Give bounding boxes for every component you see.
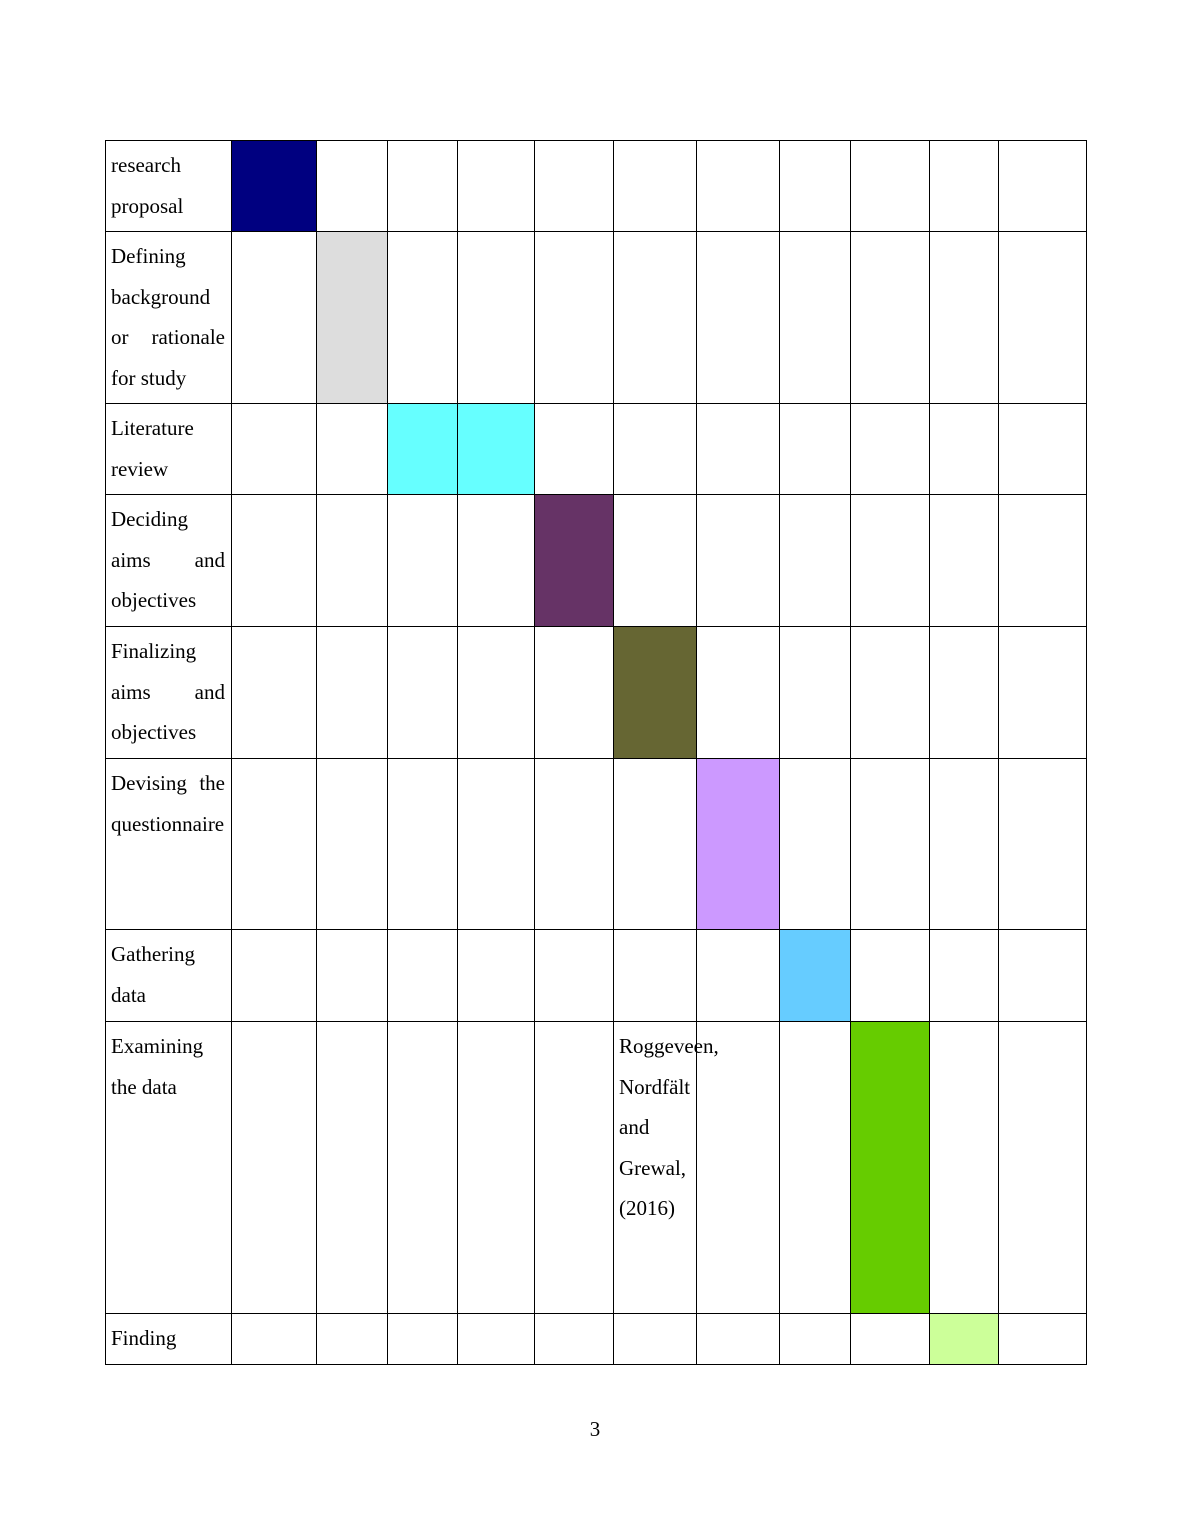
timeline-cell bbox=[697, 930, 780, 1022]
timeline-cell bbox=[999, 404, 1087, 495]
timeline-cell bbox=[999, 141, 1087, 232]
timeline-cell bbox=[697, 1022, 780, 1314]
task-row bbox=[106, 930, 1087, 1022]
timeline-cell bbox=[930, 627, 999, 759]
task-label: Examining the data bbox=[106, 1022, 232, 1314]
schedule-bar bbox=[535, 495, 614, 627]
timeline-cell bbox=[614, 404, 697, 495]
timeline-cell bbox=[930, 404, 999, 495]
schedule-bar bbox=[614, 627, 697, 759]
timeline-cell bbox=[458, 1022, 535, 1314]
timeline-cell bbox=[780, 495, 851, 627]
timeline-cell bbox=[388, 627, 458, 759]
task-row bbox=[106, 1022, 1087, 1314]
timeline-cell bbox=[999, 232, 1087, 404]
task-label: Deciding aims and objectives bbox=[106, 495, 232, 627]
timeline-cell bbox=[930, 141, 999, 232]
timeline-cell bbox=[851, 1314, 930, 1365]
task-row bbox=[106, 627, 1087, 759]
timeline-cell bbox=[780, 141, 851, 232]
timeline-cell bbox=[535, 141, 614, 232]
timeline-cell bbox=[317, 404, 388, 495]
timeline-cell bbox=[458, 930, 535, 1022]
schedule-bar bbox=[458, 404, 535, 495]
timeline-cell bbox=[535, 1314, 614, 1365]
schedule-bar bbox=[232, 141, 317, 232]
task-label: research proposal bbox=[106, 141, 232, 232]
timeline-cell bbox=[851, 404, 930, 495]
timeline-cell bbox=[999, 495, 1087, 627]
timeline-cell bbox=[780, 627, 851, 759]
task-label: Defining background or rationale for study bbox=[106, 232, 232, 404]
citation-note: Roggeveen, Nordfält and Grewal, (2016) bbox=[614, 1022, 697, 1314]
schedule-bar bbox=[388, 404, 458, 495]
timeline-cell bbox=[388, 1022, 458, 1314]
schedule-bar bbox=[697, 759, 780, 930]
task-label: Finalizing aims and objectives bbox=[106, 627, 232, 759]
timeline-cell bbox=[851, 759, 930, 930]
timeline-cell bbox=[697, 141, 780, 232]
timeline-cell bbox=[930, 1022, 999, 1314]
timeline-cell bbox=[232, 1314, 317, 1365]
timeline-cell bbox=[317, 1314, 388, 1365]
timeline-cell bbox=[697, 404, 780, 495]
timeline-cell bbox=[535, 404, 614, 495]
task-row bbox=[106, 495, 1087, 627]
timeline-cell bbox=[697, 627, 780, 759]
timeline-cell bbox=[388, 930, 458, 1022]
timeline-cell bbox=[535, 930, 614, 1022]
timeline-cell bbox=[930, 759, 999, 930]
timeline-cell bbox=[930, 495, 999, 627]
timeline-cell bbox=[780, 404, 851, 495]
timeline-cell bbox=[535, 232, 614, 404]
timeline-cell bbox=[232, 1022, 317, 1314]
task-row bbox=[106, 1314, 1087, 1365]
task-label: Finding bbox=[106, 1314, 232, 1365]
timeline-cell bbox=[930, 930, 999, 1022]
timeline-cell bbox=[458, 627, 535, 759]
timeline-cell bbox=[697, 232, 780, 404]
timeline-cell bbox=[780, 232, 851, 404]
timeline-cell bbox=[232, 627, 317, 759]
timeline-cell bbox=[535, 1022, 614, 1314]
timeline-cell bbox=[780, 1314, 851, 1365]
timeline-cell bbox=[851, 930, 930, 1022]
timeline-cell bbox=[614, 141, 697, 232]
timeline-cell bbox=[614, 1314, 697, 1365]
timeline-cell bbox=[317, 141, 388, 232]
task-row bbox=[106, 404, 1087, 495]
timeline-cell bbox=[780, 759, 851, 930]
timeline-cell bbox=[999, 1022, 1087, 1314]
gantt-chart-table bbox=[105, 140, 1087, 1365]
task-row bbox=[106, 141, 1087, 232]
task-row bbox=[106, 759, 1087, 930]
timeline-cell bbox=[535, 627, 614, 759]
timeline-cell bbox=[614, 759, 697, 930]
timeline-cell bbox=[232, 495, 317, 627]
timeline-cell bbox=[388, 495, 458, 627]
timeline-cell bbox=[535, 759, 614, 930]
timeline-cell bbox=[458, 495, 535, 627]
timeline-cell bbox=[232, 759, 317, 930]
timeline-cell bbox=[614, 930, 697, 1022]
timeline-cell bbox=[232, 404, 317, 495]
page-number: 3 bbox=[589, 1417, 601, 1441]
timeline-cell bbox=[388, 232, 458, 404]
task-row bbox=[106, 232, 1087, 404]
timeline-cell bbox=[317, 759, 388, 930]
schedule-bar bbox=[930, 1314, 999, 1365]
timeline-cell bbox=[614, 232, 697, 404]
timeline-cell bbox=[458, 759, 535, 930]
timeline-cell bbox=[458, 1314, 535, 1365]
timeline-cell bbox=[851, 495, 930, 627]
timeline-cell bbox=[317, 930, 388, 1022]
timeline-cell bbox=[458, 232, 535, 404]
timeline-cell bbox=[388, 1314, 458, 1365]
timeline-cell bbox=[388, 759, 458, 930]
timeline-cell bbox=[851, 141, 930, 232]
timeline-cell bbox=[317, 1022, 388, 1314]
timeline-cell bbox=[851, 232, 930, 404]
task-label: Devising the questionnaire bbox=[106, 759, 232, 930]
timeline-cell bbox=[697, 495, 780, 627]
timeline-cell bbox=[317, 495, 388, 627]
timeline-cell bbox=[999, 759, 1087, 930]
timeline-cell bbox=[999, 1314, 1087, 1365]
timeline-cell bbox=[930, 232, 999, 404]
timeline-cell bbox=[317, 627, 388, 759]
timeline-cell bbox=[999, 627, 1087, 759]
timeline-cell bbox=[388, 141, 458, 232]
timeline-cell bbox=[697, 1314, 780, 1365]
task-label: Gathering data bbox=[106, 930, 232, 1022]
timeline-cell bbox=[780, 1022, 851, 1314]
schedule-bar bbox=[780, 930, 851, 1022]
schedule-bar bbox=[317, 232, 388, 404]
timeline-cell bbox=[614, 495, 697, 627]
timeline-cell bbox=[232, 232, 317, 404]
task-label: Literature review bbox=[106, 404, 232, 495]
timeline-cell bbox=[851, 627, 930, 759]
timeline-cell bbox=[999, 930, 1087, 1022]
timeline-cell bbox=[458, 141, 535, 232]
schedule-bar bbox=[851, 1022, 930, 1314]
timeline-cell bbox=[232, 930, 317, 1022]
